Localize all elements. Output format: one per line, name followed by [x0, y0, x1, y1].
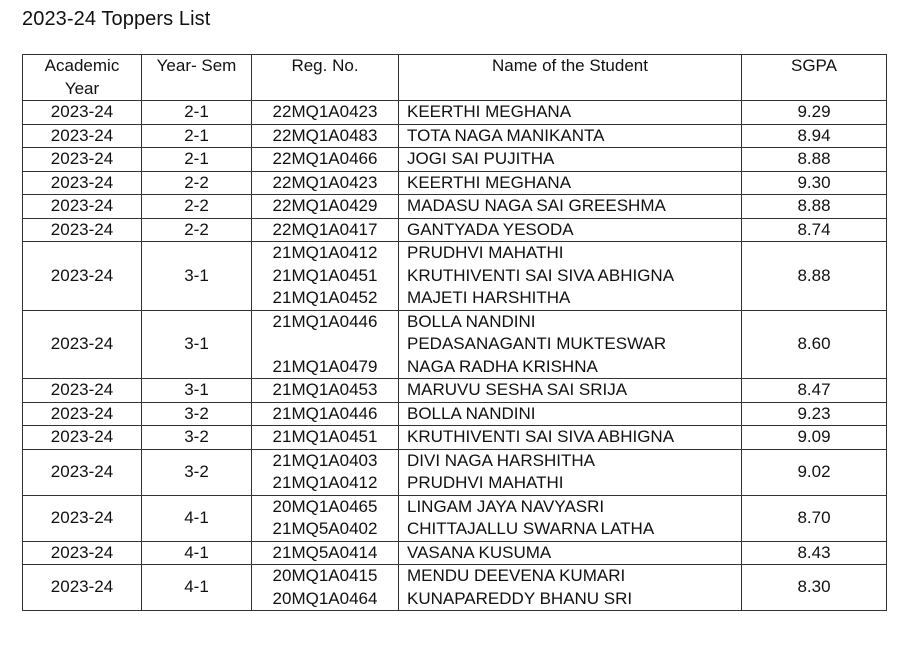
- year-sem-cell: 2-1: [142, 148, 252, 172]
- table-row: [23, 565, 887, 611]
- reg-no: 21MQ1A0412: [272, 473, 378, 492]
- sgpa-cell: 9.23: [742, 402, 887, 426]
- student-name-cell: [399, 242, 742, 311]
- sgpa-cell: 8.88: [742, 148, 887, 172]
- header-sgpa: SGPA: [742, 55, 887, 101]
- header-student-name: Name of the Student: [399, 55, 742, 101]
- year-sem-cell: 2-2: [142, 171, 252, 195]
- student-name-cell: [399, 379, 742, 403]
- student-name: KRUTHIVENTI SAI SIVA ABHIGNA: [407, 427, 675, 446]
- student-name-cell: [399, 426, 742, 450]
- sgpa-cell: 9.09: [742, 426, 887, 450]
- sgpa-cell: 8.88: [742, 242, 887, 311]
- year-sem-cell: 2-1: [142, 101, 252, 125]
- year-sem-cell: 3-1: [142, 242, 252, 311]
- sgpa-cell: 8.47: [742, 379, 887, 403]
- sgpa-cell: 8.30: [742, 565, 887, 611]
- academic-year-cell: 2023-24: [23, 218, 142, 242]
- reg-no: 21MQ1A0451: [272, 265, 378, 285]
- table-row: [23, 148, 887, 172]
- academic-year-cell: 2023-24: [23, 565, 142, 611]
- student-name: TOTA NAGA MANIKANTA: [407, 125, 605, 145]
- reg-no: 20MQ1A0464: [272, 588, 378, 608]
- table-row: [23, 449, 887, 495]
- reg-no-cell: [252, 101, 399, 125]
- header-academic-year: Academic Year: [23, 55, 142, 101]
- table-row: [23, 171, 887, 195]
- student-name: VASANA KUSUMA: [407, 542, 552, 562]
- student-name: KUNAPAREDDY BHANU SRI: [407, 588, 633, 608]
- table-row: [23, 195, 887, 219]
- student-name: GANTYADA YESODA: [407, 219, 574, 239]
- academic-year-cell: 2023-24: [23, 426, 142, 450]
- academic-year-cell: 2023-24: [23, 402, 142, 426]
- student-name-cell: [399, 218, 742, 242]
- table-row: [23, 495, 887, 541]
- academic-year-cell: 2023-24: [23, 541, 142, 565]
- reg-no: 21MQ1A0451: [272, 427, 378, 446]
- reg-no-cell: [252, 195, 399, 219]
- reg-no: 21MQ1A0403: [272, 450, 378, 470]
- student-name: PRUDHVI MAHATHI: [407, 243, 564, 262]
- sgpa-cell: 8.70: [742, 495, 887, 541]
- reg-no-cell: [252, 495, 399, 541]
- student-name: PEDASANAGANTI MUKTESWAR: [407, 334, 667, 353]
- student-name: LINGAM JAYA NAVYASRI: [407, 496, 605, 516]
- year-sem-cell: 3-2: [142, 426, 252, 450]
- reg-no: 20MQ1A0465: [272, 496, 378, 516]
- table-row: [23, 101, 887, 125]
- reg-no: 21MQ1A0479: [272, 356, 378, 376]
- academic-year-cell: 2023-24: [23, 449, 142, 495]
- table-row: [23, 426, 887, 450]
- reg-no: 21MQ5A0402: [272, 519, 378, 538]
- table-row: [23, 242, 887, 311]
- sgpa-cell: 8.94: [742, 124, 887, 148]
- student-name: MADASU NAGA SAI GREESHMA: [407, 196, 666, 215]
- table-row: [23, 218, 887, 242]
- reg-no-cell: [252, 124, 399, 148]
- academic-year-cell: 2023-24: [23, 310, 142, 379]
- reg-no: 22MQ1A0483: [272, 125, 378, 145]
- reg-no: 22MQ1A0466: [272, 149, 378, 168]
- student-name-cell: [399, 541, 742, 565]
- academic-year-cell: 2023-24: [23, 195, 142, 219]
- student-name: MENDU DEEVENA KUMARI: [407, 566, 626, 585]
- sgpa-cell: 8.88: [742, 195, 887, 219]
- reg-no: 22MQ1A0423: [272, 172, 378, 192]
- year-sem-cell: 4-1: [142, 541, 252, 565]
- reg-no: 22MQ1A0417: [272, 219, 378, 239]
- year-sem-cell: 4-1: [142, 565, 252, 611]
- academic-year-cell: 2023-24: [23, 148, 142, 172]
- year-sem-cell: 3-2: [142, 402, 252, 426]
- table-row: [23, 310, 887, 379]
- academic-year-cell: 2023-24: [23, 242, 142, 311]
- student-name: CHITTAJALLU SWARNA LATHA: [407, 519, 655, 538]
- sgpa-cell: 8.74: [742, 218, 887, 242]
- year-sem-cell: 2-2: [142, 218, 252, 242]
- year-sem-cell: 4-1: [142, 495, 252, 541]
- student-name-cell: [399, 565, 742, 611]
- reg-no-cell: [252, 310, 399, 379]
- reg-no: 21MQ1A0446: [272, 311, 378, 331]
- academic-year-cell: 2023-24: [23, 101, 142, 125]
- reg-no-cell: [252, 218, 399, 242]
- academic-year-cell: 2023-24: [23, 171, 142, 195]
- reg-no-cell: [252, 242, 399, 311]
- student-name-cell: [399, 402, 742, 426]
- sgpa-cell: 8.60: [742, 310, 887, 379]
- reg-no-cell: [252, 449, 399, 495]
- header-reg-no: Reg. No.: [252, 55, 399, 101]
- sgpa-cell: 8.43: [742, 541, 887, 565]
- student-name: KRUTHIVENTI SAI SIVA ABHIGNA: [407, 265, 675, 285]
- sgpa-cell: 9.30: [742, 171, 887, 195]
- sgpa-cell: 9.29: [742, 101, 887, 125]
- student-name: DIVI NAGA HARSHITHA: [407, 450, 595, 470]
- academic-year-cell: 2023-24: [23, 495, 142, 541]
- student-name-cell: [399, 171, 742, 195]
- student-name: PRUDHVI MAHATHI: [407, 473, 564, 492]
- student-name-cell: [399, 124, 742, 148]
- year-sem-cell: 3-1: [142, 310, 252, 379]
- table-row: [23, 541, 887, 565]
- academic-year-cell: 2023-24: [23, 379, 142, 403]
- table-row: [23, 379, 887, 403]
- student-name-cell: [399, 449, 742, 495]
- student-name-cell: [399, 310, 742, 379]
- table-row: [23, 124, 887, 148]
- table-row: [23, 402, 887, 426]
- reg-no-cell: [252, 541, 399, 565]
- reg-no: 21MQ1A0452: [272, 288, 378, 307]
- reg-no: 20MQ1A0415: [272, 566, 378, 585]
- reg-no-cell: [252, 565, 399, 611]
- year-sem-cell: 3-1: [142, 379, 252, 403]
- student-name: MARUVU SESHA SAI SRIJA: [407, 380, 628, 399]
- student-name-cell: [399, 195, 742, 219]
- year-sem-cell: 3-2: [142, 449, 252, 495]
- student-name: JOGI SAI PUJITHA: [407, 149, 555, 168]
- academic-year-cell: 2023-24: [23, 124, 142, 148]
- table-body: [23, 101, 887, 611]
- reg-no: 21MQ1A0453: [272, 380, 378, 399]
- header-year-sem: Year- Sem: [142, 55, 252, 101]
- sgpa-cell: 9.02: [742, 449, 887, 495]
- reg-no: 21MQ5A0414: [272, 542, 378, 562]
- reg-no-cell: [252, 379, 399, 403]
- student-name-cell: [399, 148, 742, 172]
- student-name: NAGA RADHA KRISHNA: [407, 356, 598, 376]
- reg-no-cell: [252, 148, 399, 172]
- toppers-table: [22, 54, 887, 611]
- reg-no: [256, 333, 394, 356]
- year-sem-cell: 2-2: [142, 195, 252, 219]
- reg-no-cell: [252, 426, 399, 450]
- page-title: 2023-24 Toppers List: [22, 8, 211, 30]
- student-name-cell: [399, 101, 742, 125]
- reg-no-cell: [252, 402, 399, 426]
- year-sem-cell: 2-1: [142, 124, 252, 148]
- reg-no: 22MQ1A0423: [272, 102, 378, 121]
- reg-no: 21MQ1A0446: [272, 403, 378, 423]
- reg-no-cell: [252, 171, 399, 195]
- student-name: KEERTHI MEGHANA: [407, 172, 572, 192]
- student-name: BOLLA NANDINI: [407, 403, 536, 423]
- reg-no: 21MQ1A0412: [272, 243, 378, 262]
- student-name: KEERTHI MEGHANA: [407, 102, 572, 121]
- student-name: BOLLA NANDINI: [407, 311, 536, 331]
- table-header-row: [23, 55, 887, 101]
- student-name: MAJETI HARSHITHA: [407, 288, 571, 307]
- reg-no: 22MQ1A0429: [272, 196, 378, 215]
- student-name-cell: [399, 495, 742, 541]
